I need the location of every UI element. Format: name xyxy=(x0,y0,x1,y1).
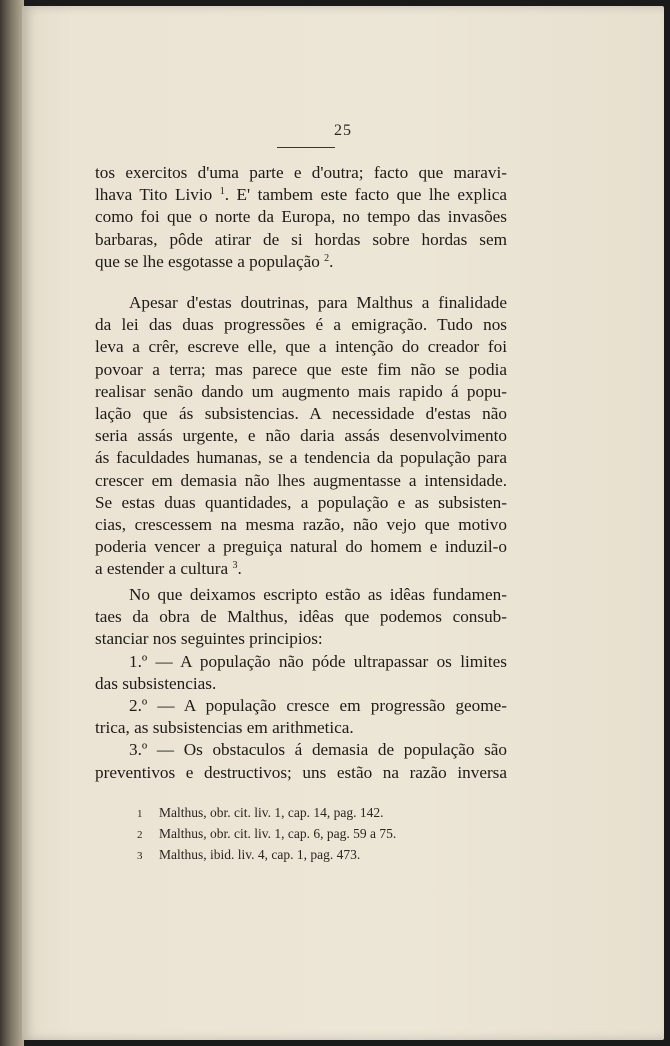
paragraph-1 xyxy=(95,162,507,273)
footnotes xyxy=(137,803,517,866)
text-line: lação que ás subsistencias. A necessidade d'estas não xyxy=(95,403,507,423)
text-line: seria assás urgente, e não daria assás desenvolvimento xyxy=(95,426,507,446)
header-rule xyxy=(277,147,335,148)
text-line: cias, crescessem na mesma razão, não vejo que motivo xyxy=(95,514,507,534)
text-line: taes da obra de Malthus, idêas que podemos consub- xyxy=(95,607,507,627)
book-binding xyxy=(0,0,24,1046)
text-line: leva a crêr, escreve elle, que a intenção do creador foi xyxy=(95,337,507,357)
text-line: como foi que o norte da Europa, no tempo das invasões xyxy=(95,207,507,227)
text-line: da lei das duas progressões é a emigração. Tudo nos xyxy=(95,315,507,335)
footnote: 2 Malthus, obr. cit. liv. 1, cap. 6, pag. 59 a 75. xyxy=(137,826,397,841)
footnote-ref: 1 xyxy=(219,186,225,198)
paragraph-3 xyxy=(95,584,507,784)
text-line: ás faculdades humanas, se a tendencia da população para xyxy=(95,448,507,468)
footnote: 1 Malthus, obr. cit. liv. 1, cap. 14, pag. 142. xyxy=(137,805,384,820)
text-line: povoar a terra; mas parece que este fim não se podia xyxy=(95,359,507,379)
page-number: 25 xyxy=(334,122,352,139)
principle-1-line: 1.º — A população não póde ultrapassar os limites xyxy=(129,651,507,671)
text-line: tos exercitos d'uma parte e d'outra; facto que maravi- xyxy=(95,163,507,182)
footnote-ref: 2 xyxy=(324,252,330,264)
text-line: a estender a cultura $^3$. xyxy=(95,559,242,579)
book-page xyxy=(22,6,664,1040)
text-line: Apesar d'estas doutrinas, para Malthus a finalidade xyxy=(129,293,507,312)
text-line: poderia vencer a preguiça natural do homem e induzil-o xyxy=(95,537,507,557)
principle-2-line: 2.º — A população cresce em progressão geome- xyxy=(129,695,507,715)
footnote: 3 Malthus, ibid. liv. 4, cap. 1, pag. 473. xyxy=(137,847,361,862)
text-line: Se estas duas quantidades, a população e as subsisten- xyxy=(95,492,507,512)
text-line: No que deixamos escripto estão as idêas fundamen- xyxy=(129,585,507,604)
text-line: stanciar nos seguintes principios: xyxy=(95,629,323,649)
text-line: realisar senão dando um augmento mais rapido á popu- xyxy=(95,381,507,401)
text-line: que se lhe esgotasse a população $^2$. xyxy=(95,251,334,271)
text-line: trica, as subsistencias em arithmetica. xyxy=(95,718,354,738)
text-line: crescer em demasia não lhes augmentasse a intensidade. xyxy=(95,470,507,490)
text-line: preventivos e destructivos; uns estão na razão inversa xyxy=(95,762,507,782)
text-line: barbaras, pôde atirar de si hordas sobre hordas sem xyxy=(95,229,507,249)
footnote-ref: 3 xyxy=(232,560,238,572)
principle-3-line: 3.º — Os obstaculos á demasia de população são xyxy=(129,740,507,760)
paragraph-2 xyxy=(95,292,507,580)
text-line: lhava Tito Livio $^1$. E' tambem este facto que lhe explica xyxy=(95,185,508,205)
text-line: das subsistencias. xyxy=(95,673,217,693)
